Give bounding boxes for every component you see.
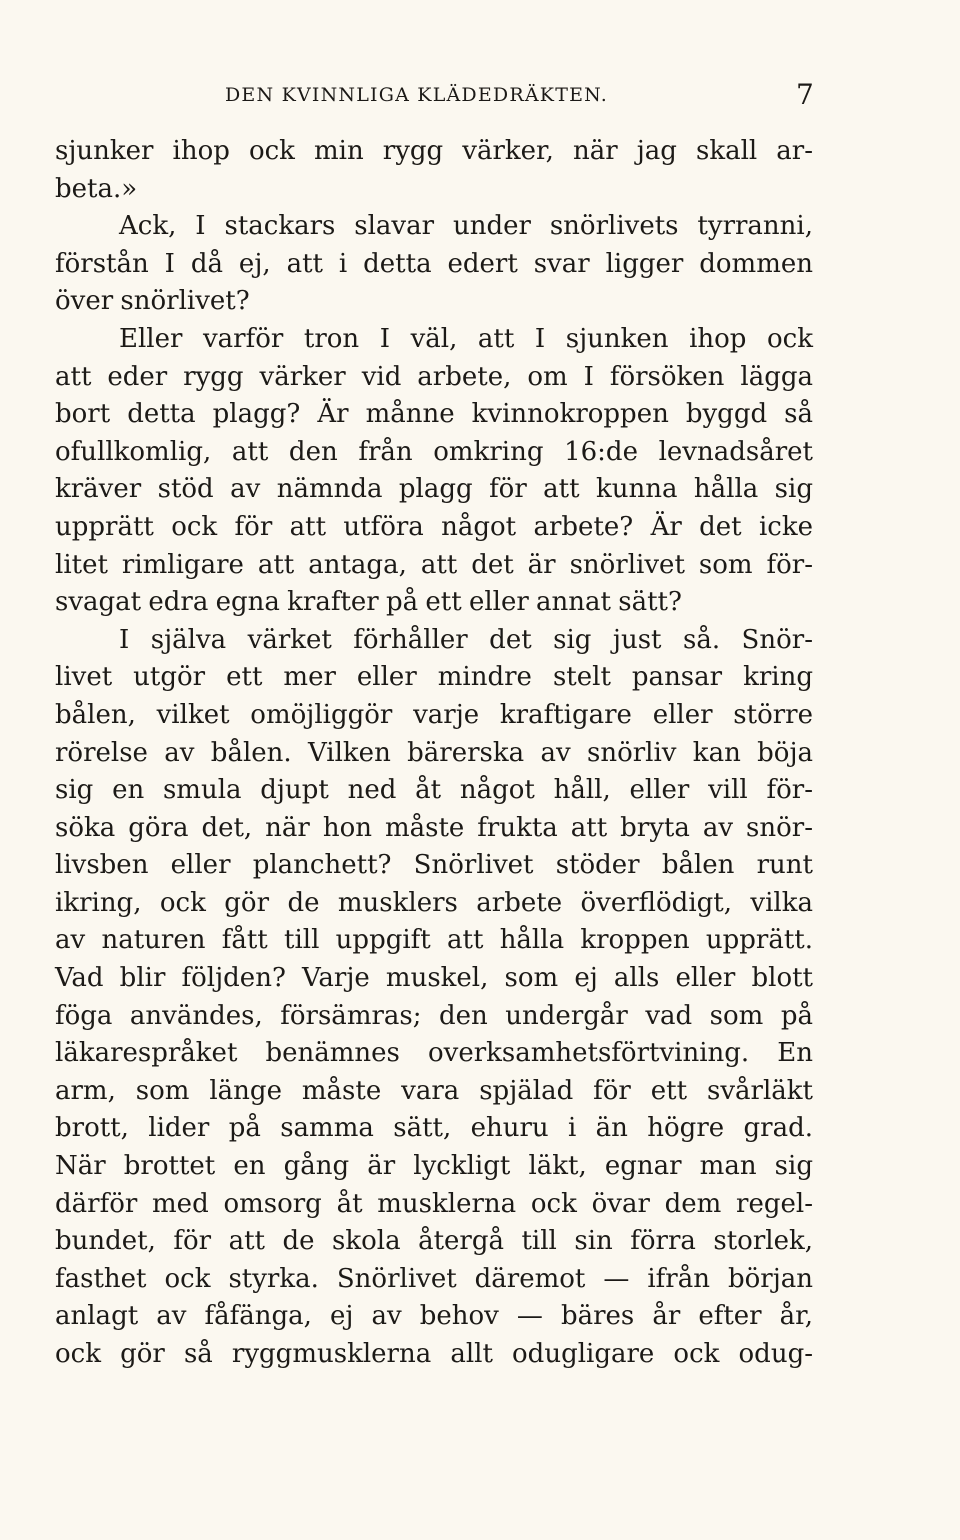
- text-line: rörelse av bålen. Vilken bärerska av snörliv kan böja: [55, 737, 813, 768]
- text-line: över snörlivet?: [55, 286, 250, 317]
- text-line: ikring, ock gör de musklers arbete överflödigt, vilka: [55, 887, 813, 918]
- text-line: ock gör så ryggmusklerna allt odugligare ock odug-: [55, 1339, 813, 1369]
- text-line: därför med omsorg åt musklerna ock övar dem regel-: [55, 1188, 813, 1219]
- text-line: beta.»: [55, 173, 138, 204]
- running-head: [0, 78, 960, 112]
- text-line: kräver stöd av nämnda plagg för att kunna hålla sig: [55, 474, 813, 505]
- text-line: läkarespråket benämnes overksamhetsförtvining. En: [55, 1038, 813, 1069]
- text-line: Vad blir följden? Varje muskel, som ej alls eller blott: [55, 963, 813, 994]
- text-line: upprätt ock för att utföra något arbete? Är det icke: [55, 511, 813, 542]
- text-line: förstån I då ej, att i detta edert svar ligger dommen: [55, 248, 813, 279]
- text-line: I själva värket förhåller det sig just så. Snör-: [119, 624, 813, 655]
- text-line: söka göra det, när hon måste frukta att bryta av snör-: [55, 812, 813, 843]
- text-line: bundet, för att de skola återgå till sin förra storlek,: [55, 1226, 813, 1257]
- text-line: livet utgör ett mer eller mindre stelt pansar kring: [55, 662, 813, 693]
- text-line: svagat edra egna krafter på ett eller annat sätt?: [55, 587, 682, 618]
- text-line: brott, lider på samma sätt, ehuru i än högre grad.: [55, 1113, 813, 1144]
- text-line: fasthet ock styrka. Snörlivet däremot — ifrån början: [55, 1263, 813, 1294]
- text-line: av naturen fått till uppgift att hålla kroppen upprätt.: [55, 925, 813, 956]
- text-line: sjunker ihop ock min rygg värker, när jag skall ar-: [55, 136, 813, 166]
- text-line: När brottet en gång är lyckligt läkt, egnar man sig: [55, 1151, 813, 1182]
- running-title: DEN KVINNLIGA KLÄDEDRÄKTEN.: [225, 84, 608, 106]
- text-line: föga användes, försämras; den undergår vad som på: [55, 1000, 813, 1031]
- text-line: sig en smula djupt ned åt något håll, eller vill för-: [55, 775, 813, 806]
- text-line: bort detta plagg? Är månne kvinnokroppen byggd så: [55, 399, 813, 430]
- text-line: livsben eller planchett? Snörlivet stöder bålen runt: [55, 850, 813, 881]
- text-line: litet rimligare att antaga, att det är snörlivet som för-: [55, 549, 813, 580]
- body-text: [55, 133, 813, 1374]
- text-line: arm, som länge måste vara spjälad för ett svårläkt: [55, 1075, 813, 1106]
- text-line: att eder rygg värker vid arbete, om I försöken lägga: [55, 361, 813, 392]
- text-line: bålen, vilket omöjliggör varje kraftigare eller större: [55, 699, 813, 730]
- text-line: Eller varför tron I väl, att I sjunken ihop ock: [119, 323, 813, 354]
- text-line: Ack, I stackars slavar under snörlivets tyrranni,: [119, 211, 813, 242]
- text-line: ofullkomlig, att den från omkring 16:de levnadsåret: [55, 436, 813, 467]
- text-line: anlagt av fåfänga, ej av behov — bäres år efter år,: [55, 1301, 813, 1332]
- page-number: 7: [796, 78, 814, 111]
